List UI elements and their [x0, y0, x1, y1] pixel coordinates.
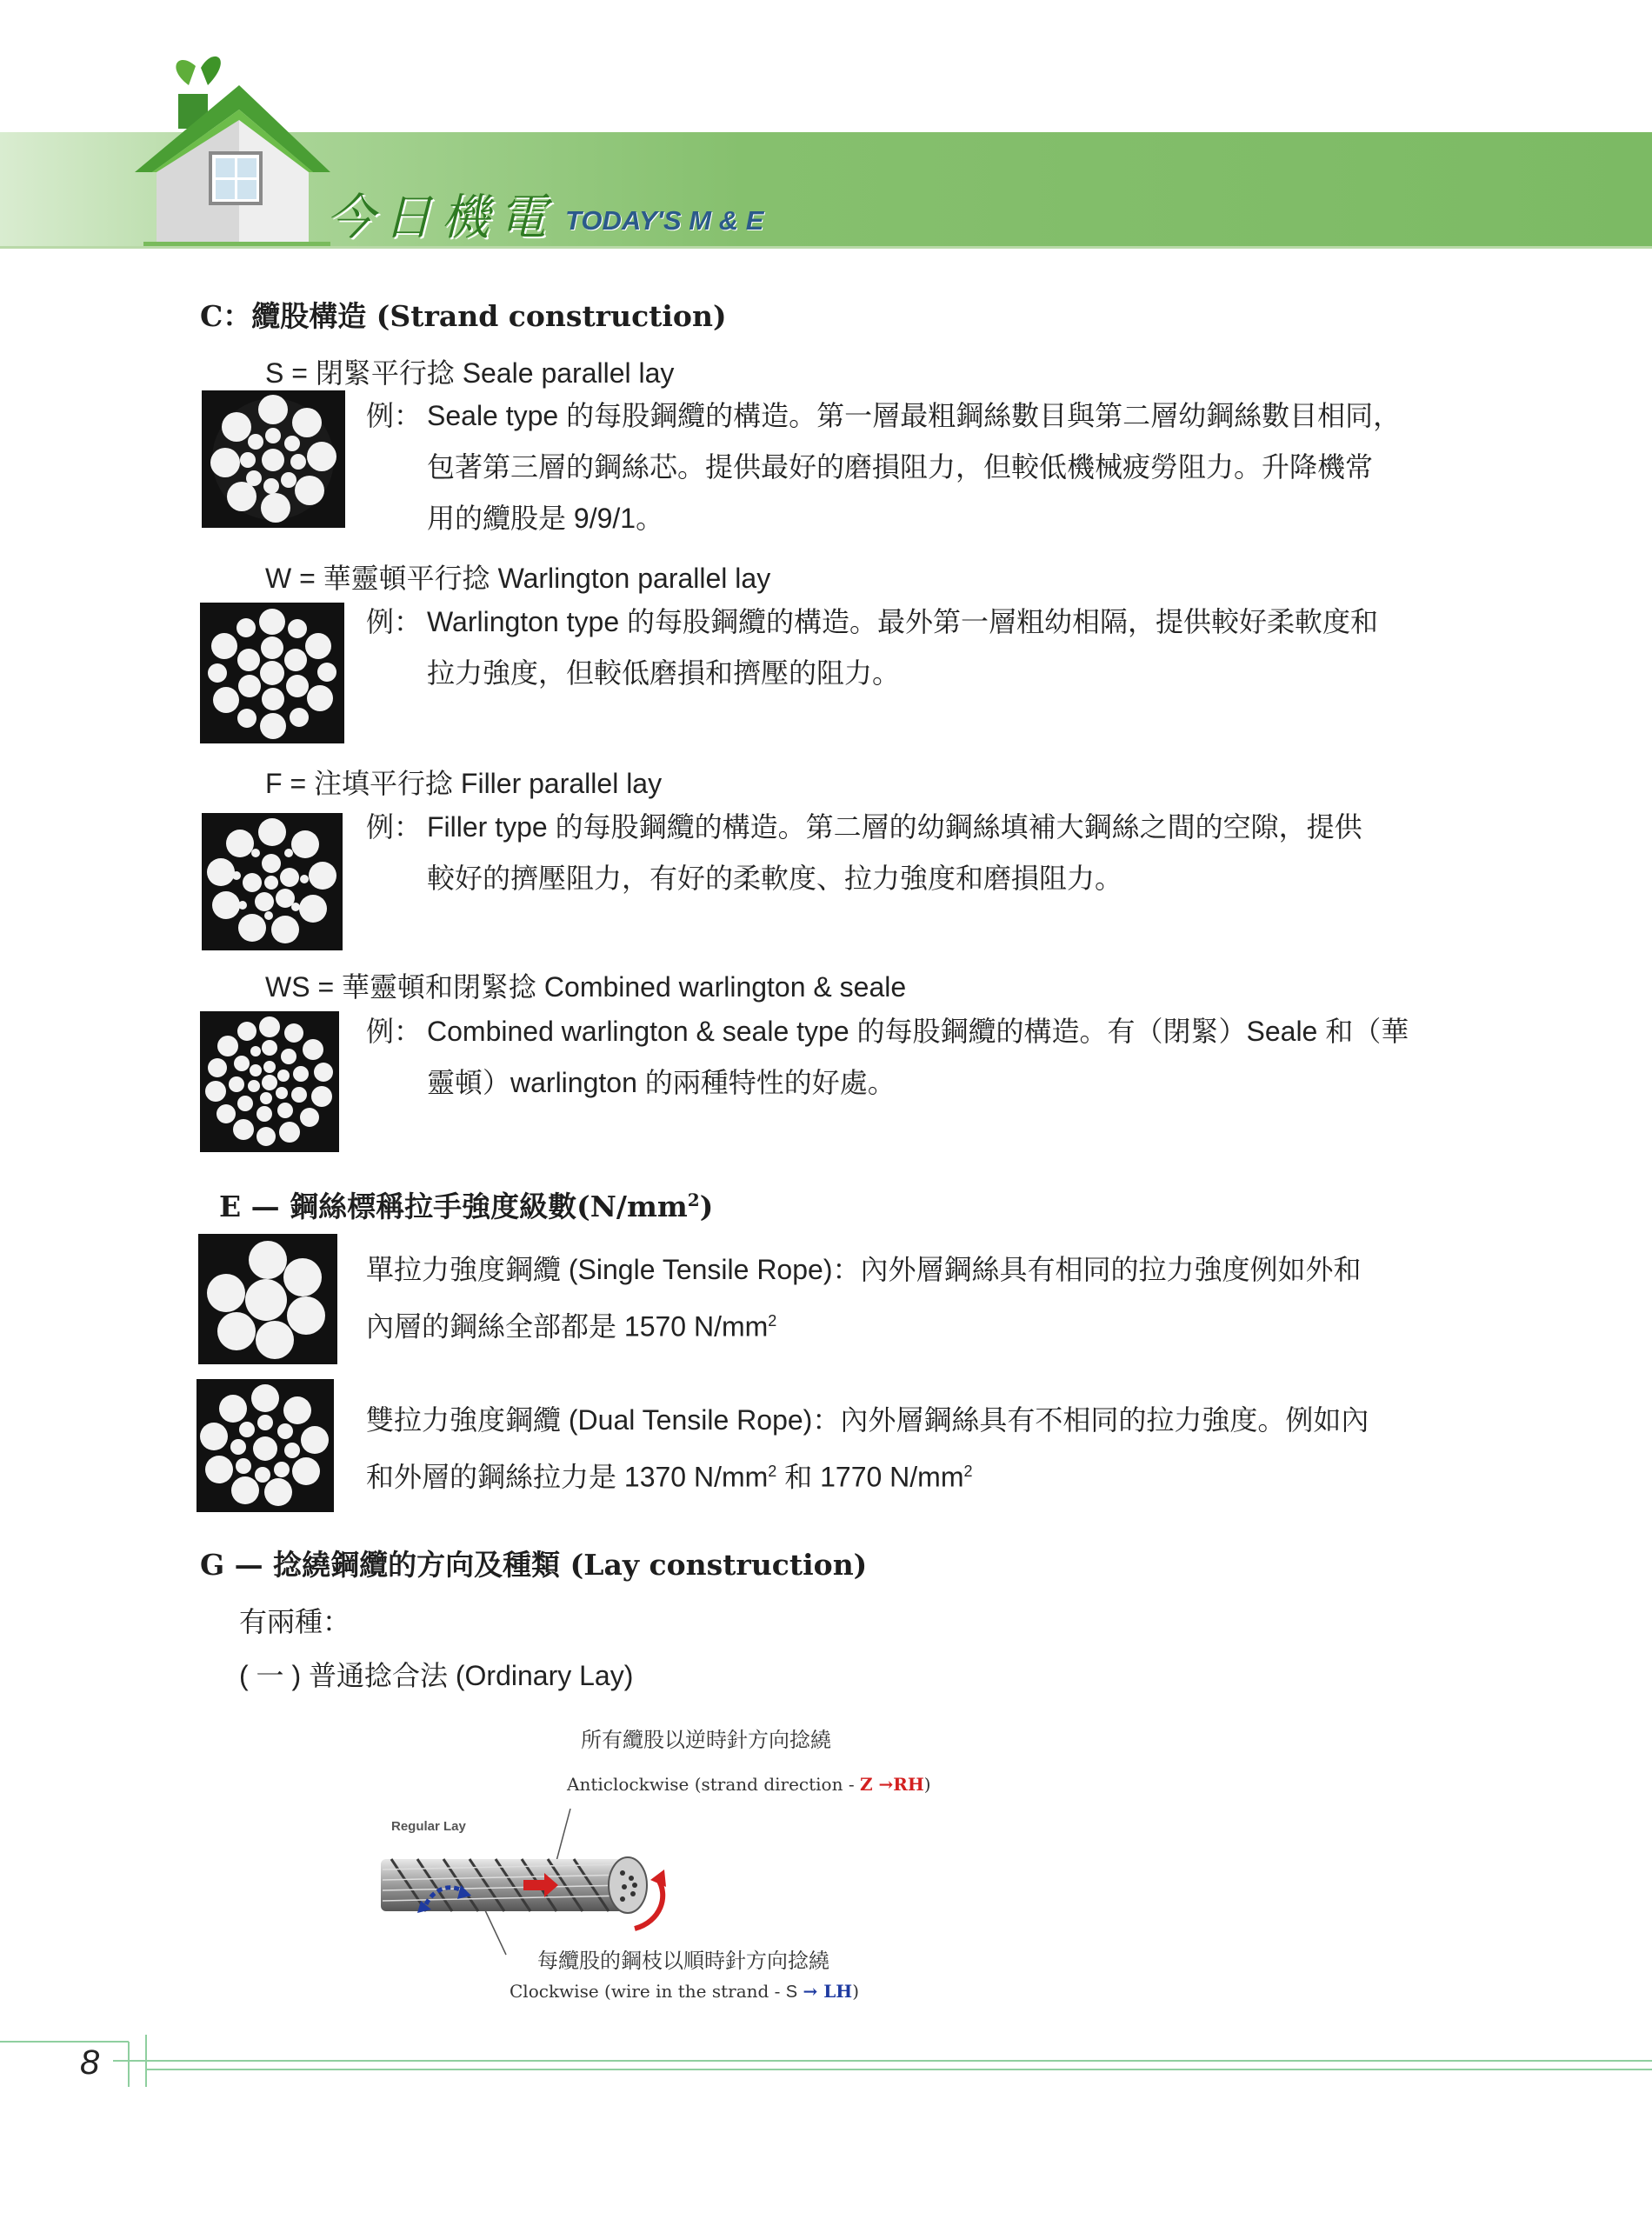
- strand-f-heading: F = 注填平行捻 Filler parallel lay: [265, 768, 663, 799]
- dual-tensile-sup-a: 2: [768, 1463, 777, 1480]
- brand-title-chinese: 今日機電: [326, 190, 556, 246]
- combined-description: [366, 1006, 1409, 1109]
- filler-strand-image: [202, 813, 343, 950]
- section-g-intro: 有兩種：: [239, 1606, 351, 1637]
- combined-line-2: 靈頓）warlington 的兩種特性的好處。: [427, 1067, 896, 1098]
- figure-caption-bottom-em: → LH: [803, 1981, 853, 2002]
- house-logo: [117, 42, 330, 246]
- example-label: 例：: [366, 1016, 423, 1047]
- filler-description: [366, 802, 1362, 904]
- seale-description: [366, 390, 1401, 544]
- ordinary-lay-heading: ( 一 ) 普通捻合法 (Ordinary Lay): [239, 1660, 634, 1691]
- footer-rule: [0, 2035, 1652, 2087]
- brand-title-english: TODAY'S M & E: [565, 205, 764, 236]
- single-tensile-description: [366, 1244, 1361, 1353]
- strand-s-heading: S = 閉緊平行捻 Seale parallel lay: [265, 357, 675, 389]
- figure-caption-top-cn: 所有纜股以逆時針方向捻繞: [581, 1728, 831, 1752]
- dual-tensile-description: [366, 1395, 1369, 1503]
- warlington-line-2: 拉力強度，但較低磨損和擠壓的阻力。: [427, 657, 901, 689]
- warlington-strand-image: [200, 603, 344, 743]
- example-label: 例：: [366, 606, 423, 637]
- single-tensile-line-1: 單拉力強度鋼纜 (Single Tensile Rope)：內外層鋼絲具有相同的拉力強度例如外和: [366, 1254, 1362, 1285]
- figure-caption-top-em: Z →RH: [859, 1774, 924, 1795]
- single-tensile-image: [198, 1234, 337, 1364]
- warlington-description: [366, 596, 1378, 699]
- page-number: 8: [80, 2043, 100, 2082]
- rope-label: Regular Lay: [391, 1819, 466, 1834]
- filler-line-1: Filler type 的每股鋼纜的構造。第二層的幼鋼絲填補大鋼絲之間的空隙，提供: [427, 811, 1362, 843]
- figure-caption-bottom-cn: 每纜股的鋼枝以順時針方向捻繞: [537, 1949, 829, 1973]
- dual-tensile-image: [197, 1379, 334, 1512]
- seale-line-1: Seale type 的每股鋼纜的構造。第一層最粗鋼絲數目與第二層幼鋼絲數目相同，: [427, 400, 1402, 431]
- single-tensile-line-2: 內層的鋼絲全部都是 1570 N/mm: [366, 1310, 769, 1343]
- seale-line-3: 用的纜股是 9/9/1。: [427, 503, 664, 534]
- figure-caption-top-end: ): [923, 1774, 931, 1795]
- figure-caption-top-en: [567, 1774, 931, 1795]
- dual-tensile-line-2a: 和外層的鋼絲拉力是 1370 N/mm: [366, 1461, 769, 1493]
- warlington-line-1: Warlington type 的每股鋼纜的構造。最外第一層粗幼相隔，提供較好柔軟度和: [427, 606, 1379, 637]
- section-e-title: [219, 1184, 713, 1225]
- combined-strand-image: [200, 1011, 339, 1152]
- example-label: 例：: [366, 400, 423, 431]
- section-e-title-sup: 2: [687, 1190, 700, 1210]
- dual-tensile-line-2b: 和 1770 N/mm: [776, 1461, 964, 1493]
- combined-line-1: Combined warlington & seale type 的每股鋼纜的構造。有（閉緊）Seale 和（華: [427, 1016, 1409, 1047]
- figure-caption-bottom-end: ): [852, 1981, 859, 2002]
- strand-w-heading: W = 華靈頓平行捻 Warlington parallel lay: [265, 563, 771, 594]
- dual-tensile-line-1: 雙拉力強度鋼纜 (Dual Tensile Rope)：內外層鋼絲具有不相同的拉力強度。例如內: [366, 1404, 1369, 1436]
- figure-caption-top-en-text: Anticlockwise (strand direction -: [567, 1774, 860, 1795]
- header-divider: [0, 246, 1652, 249]
- ordinary-lay-rope-figure: [374, 1809, 704, 1956]
- section-g-title: G — 捻繞鋼纜的方向及種類 (Lay construction): [200, 1548, 868, 1582]
- section-e-title-text: E — 鋼絲標稱拉手強度級數(N/mm: [219, 1190, 688, 1223]
- example-label: 例：: [366, 811, 423, 843]
- seale-line-2: 包著第三層的鋼絲芯。提供最好的磨損阻力，但較低機械疲勞阻力。升降機常: [427, 451, 1374, 483]
- seale-strand-image: [202, 390, 345, 528]
- single-tensile-sup: 2: [768, 1312, 777, 1330]
- strand-ws-heading: WS = 華靈頓和閉緊捻 Combined warlington & seale: [265, 971, 907, 1003]
- figure-caption-bottom-s: S: [785, 1983, 798, 2002]
- section-e-title-end: ): [699, 1190, 714, 1223]
- filler-line-2: 較好的擠壓阻力，有好的柔軟度、拉力強度和磨損阻力。: [427, 863, 1123, 894]
- section-c-title: C：纜股構造 (Strand construction): [200, 299, 727, 333]
- figure-caption-bottom-en-text: Clockwise (wire in the strand -: [510, 1981, 786, 2002]
- dual-tensile-sup-b: 2: [963, 1463, 973, 1480]
- figure-caption-bottom-en: [510, 1981, 859, 2003]
